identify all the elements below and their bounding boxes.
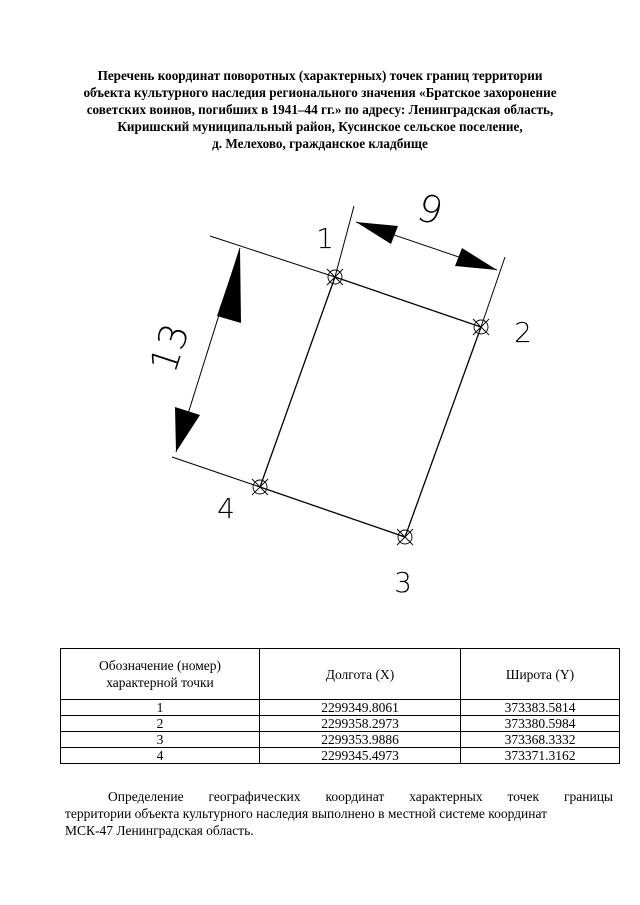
title-line-5: д. Мелехово, гражданское кладбище [212,136,428,151]
extension-line-1-up [335,206,354,277]
cell-latitude: 373371.3162 [461,748,620,764]
arrow-height-top [217,248,241,323]
arrow-width-right [455,248,497,270]
cell-longitude: 2299353.9886 [260,732,461,748]
header-longitude: Долгота (X) [260,649,461,700]
arrow-width-left [356,222,398,244]
table-row [61,748,620,764]
cell-latitude: 373380.5984 [461,716,620,732]
point-marker-4 [252,479,268,495]
extension-line-4-left [172,457,260,487]
title-line-3: советских воинов, погибших в 1941–44 гг.» по адресу: Ленинградская область, [86,102,554,117]
point-label-1: 1 [316,222,334,255]
boundary-polygon [260,277,481,537]
cell-latitude: 373368.3332 [461,732,620,748]
point-marker-2 [473,319,489,335]
cell-longitude: 2299345.4973 [260,748,461,764]
title-line-4: Киришский муниципальный район, Кусинское сельское поселение, [117,119,523,134]
plan-lines [172,206,505,537]
cell-point: 3 [61,732,260,748]
note-line-3: МСК-47 Ленинградская область. [65,823,254,838]
point-marker-3 [397,529,413,545]
title-line-1: Перечень координат поворотных (характерных) точек границ территории [97,68,543,83]
point-label-2: 2 [514,316,532,349]
note-line-1: Определение географических координат характерных точек границы [108,789,613,804]
cell-point: 2 [61,716,260,732]
header-point-number: Обозначение (номер) характерной точки [61,649,260,700]
point-marker-1 [327,269,343,285]
coordinate-system-note [65,788,613,839]
table-row [61,716,620,732]
cell-longitude: 2299349.8061 [260,700,461,716]
table-row [61,732,620,748]
table-header-row [61,649,620,700]
coordinates-table [60,648,620,764]
title-line-2: объекта культурного наследия регионального значения «Братское захоронение [83,85,557,100]
note-line-2: территории объекта культурного наследия выполнено в местной системе координат [65,806,548,821]
table-row [61,700,620,716]
cell-longitude: 2299358.2973 [260,716,461,732]
header-latitude: Широта (Y) [461,649,620,700]
cell-latitude: 373383.5814 [461,700,620,716]
dimension-label-width: 9 [411,184,449,235]
arrow-height-bottom [175,407,200,452]
point-label-4: 4 [217,492,235,525]
cell-point: 4 [61,748,260,764]
point-markers [252,269,489,545]
dimension-label-height: 13 [141,318,199,378]
cell-point: 1 [61,700,260,716]
point-label-3: 3 [394,566,412,599]
